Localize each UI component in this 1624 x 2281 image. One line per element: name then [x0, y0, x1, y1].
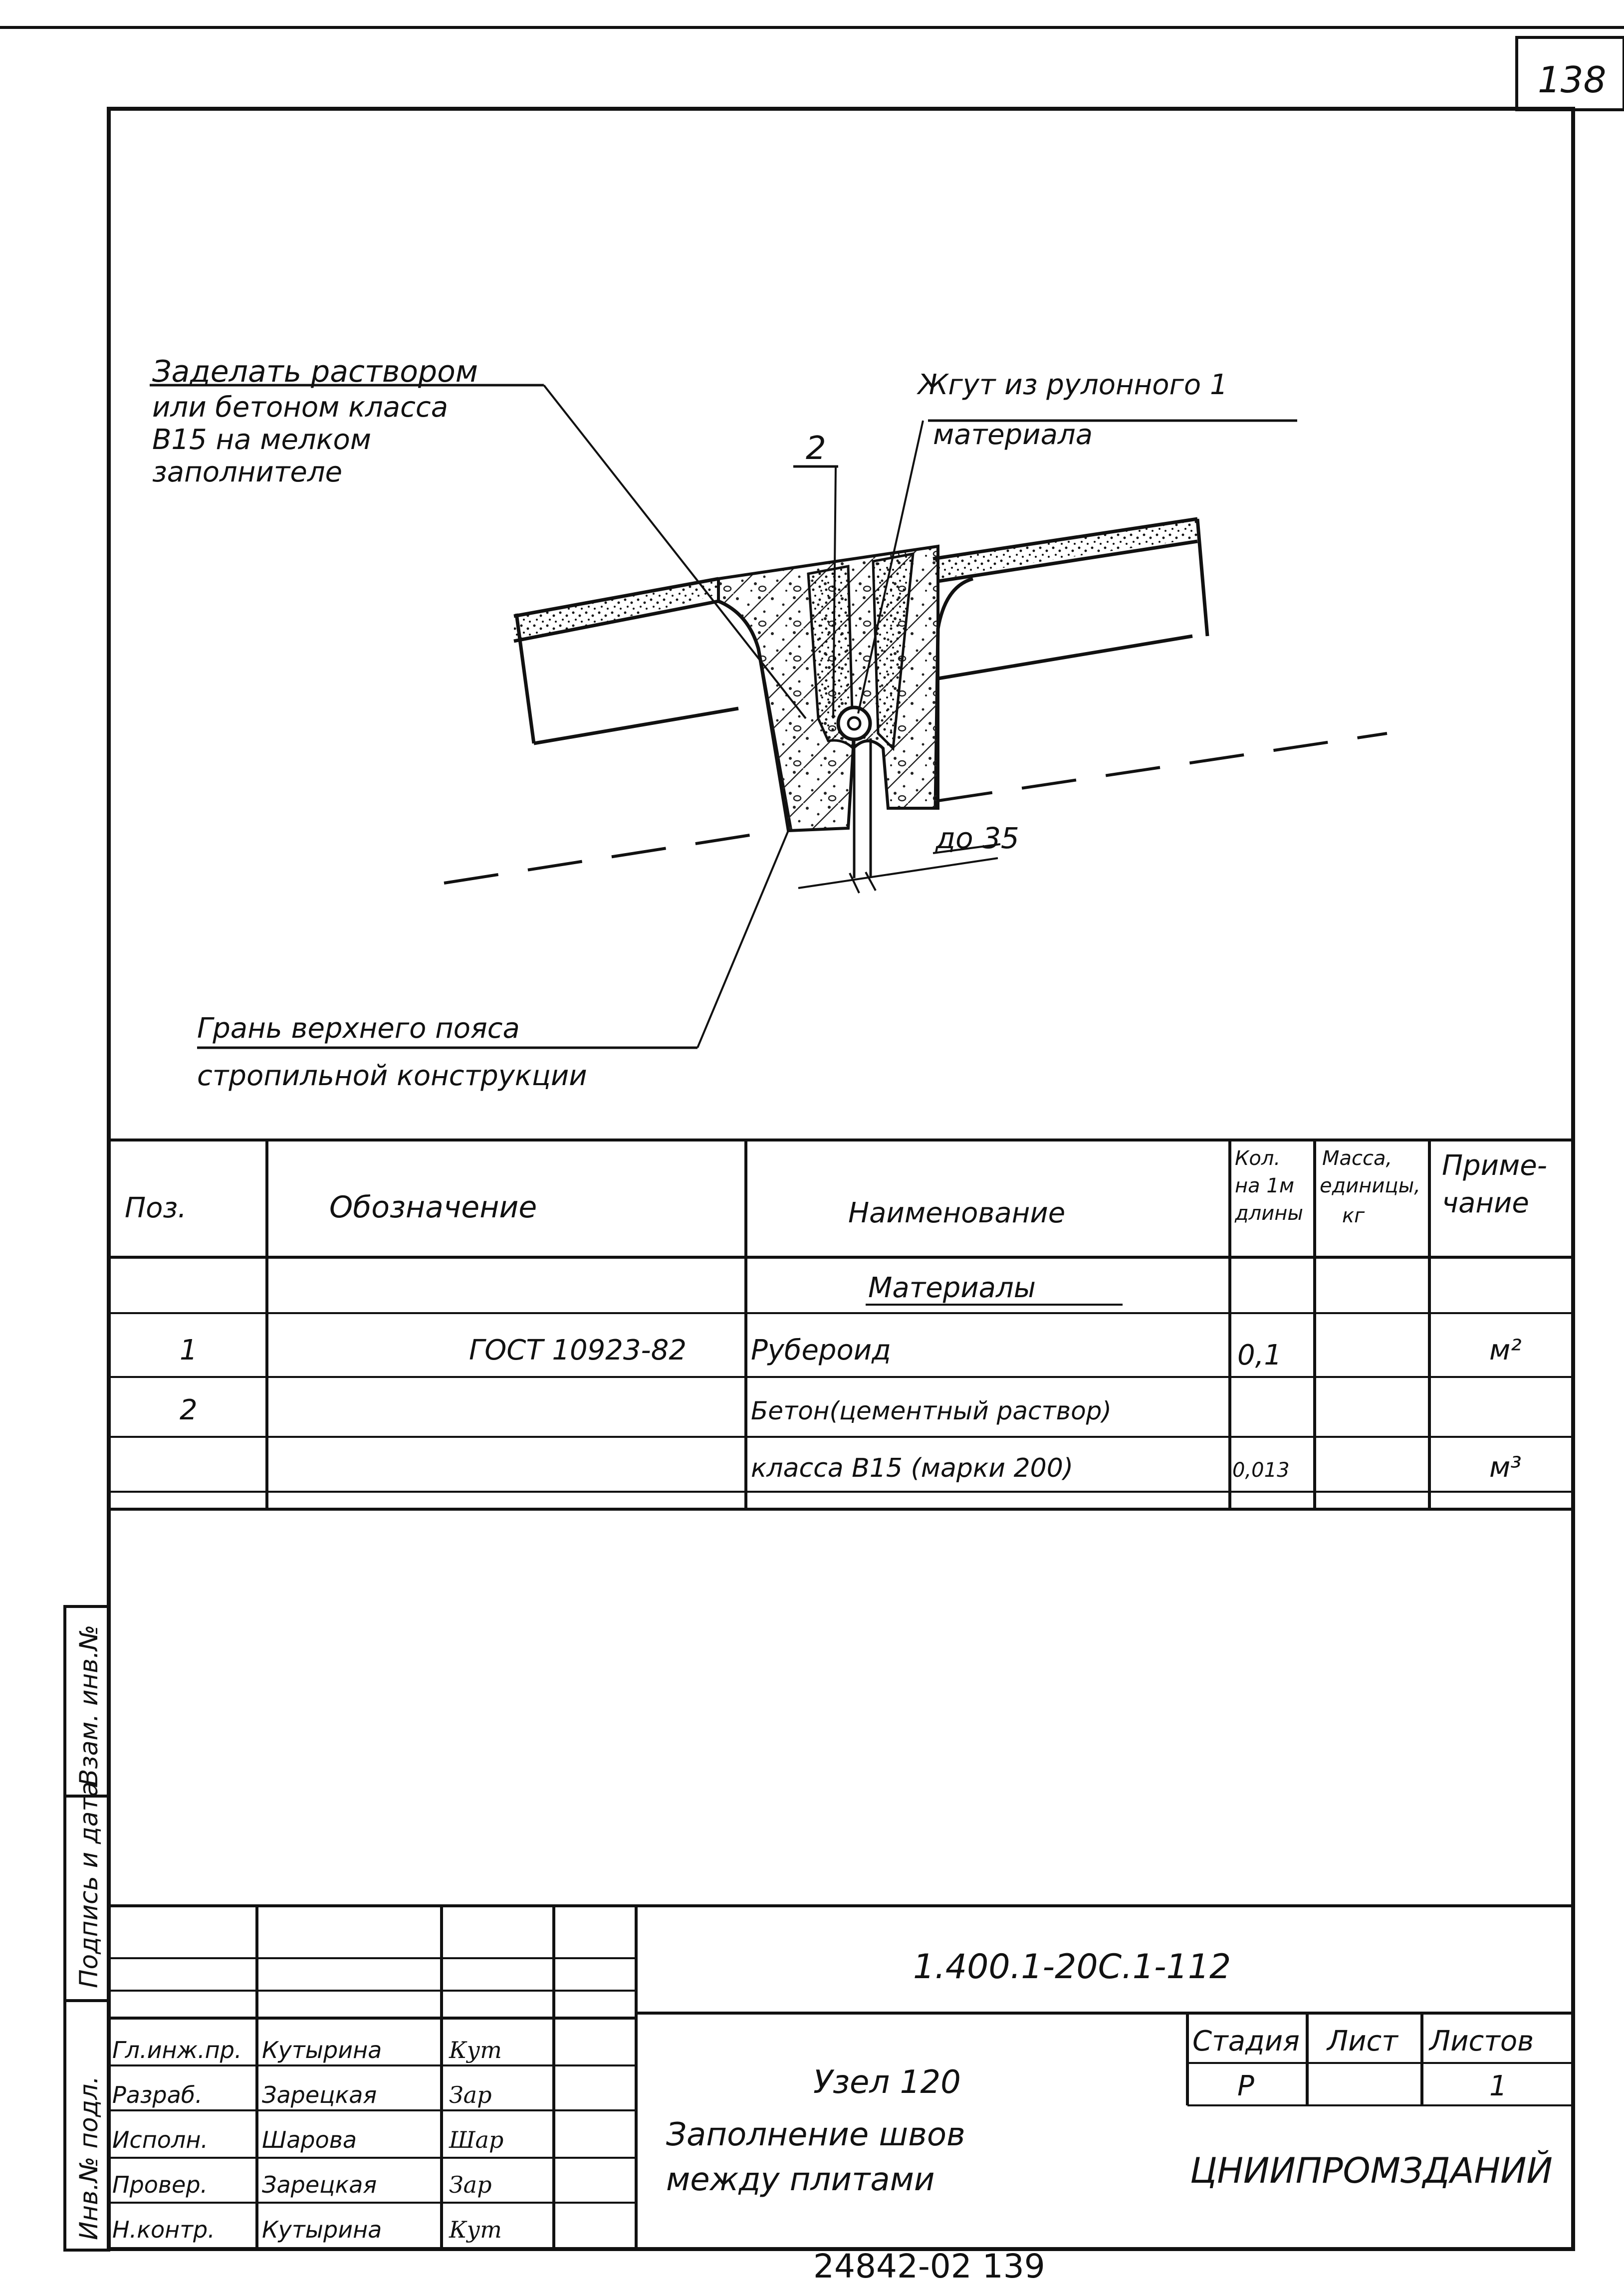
axis-line — [444, 831, 778, 883]
svg-text:Н.контр.: Н.контр. — [112, 2216, 215, 2243]
svg-text:Шарова: Шарова — [262, 2126, 357, 2153]
drawing-title — [666, 2064, 965, 2198]
side-label-replace-inv: Взам. инв.№ — [74, 1624, 103, 1786]
svg-text:между плитами: между плитами — [666, 2161, 935, 2198]
sheets-label: Листов — [1429, 2025, 1534, 2057]
svg-text:Жгут из рулонного 1: Жгут из рулонного 1 — [918, 369, 1228, 401]
svg-text:или бетоном класса: или бетоном класса — [152, 391, 449, 424]
svg-text:Заполнение швов: Заполнение швов — [666, 2116, 965, 2153]
svg-text:стропильной конструкции: стропильной конструкции — [197, 1060, 587, 1092]
sheet-label: Лист — [1327, 2025, 1398, 2057]
page-number: 138 — [1538, 59, 1607, 101]
header-qty: Кол. на 1м длины — [1235, 1147, 1303, 1225]
svg-text:Кутырина: Кутырина — [262, 2037, 382, 2063]
person-row — [112, 2126, 503, 2153]
svg-text:м²: м² — [1489, 1334, 1522, 1367]
svg-text:Бетон(цементный раствор): Бетон(цементный раствор) — [751, 1396, 1112, 1425]
svg-text:заполнителе: заполнителе — [152, 456, 343, 488]
svg-text:Зар: Зар — [449, 2171, 492, 2198]
svg-text:ГОСТ 10923-82: ГОСТ 10923-82 — [469, 1334, 687, 1367]
side-label-sign-date: Подпись и дата — [74, 1781, 103, 1988]
stage-value: Р — [1237, 2070, 1254, 2102]
organization: ЦНИИПРОМЗДАНИЙ — [1190, 2150, 1553, 2191]
svg-text:Кут: Кут — [449, 2216, 502, 2243]
doc-code: 1.400.1-20С.1-112 — [913, 1947, 1231, 1987]
bottom-code: 24842-02 139 — [813, 2247, 1045, 2281]
position-2-label: 2 — [806, 430, 826, 467]
svg-text:класса В15 (марки 200): класса В15 (марки 200) — [751, 1453, 1074, 1483]
section-title: Материалы — [868, 1272, 1036, 1304]
side-label-inv-orig: Инв.№ подл. — [74, 2075, 103, 2240]
dimension-line — [798, 858, 998, 893]
person-row — [112, 2216, 502, 2243]
svg-text:Рубероид: Рубероид — [751, 1334, 891, 1367]
spec-table — [109, 1140, 1573, 1509]
header-name: Наименование — [848, 1197, 1066, 1229]
svg-text:материала: материала — [933, 419, 1093, 451]
cord-circle — [838, 707, 870, 739]
svg-text:Гл.инж.пр.: Гл.инж.пр. — [112, 2037, 242, 2063]
svg-text:Провер.: Провер. — [112, 2171, 208, 2198]
side-stamp — [65, 1606, 109, 2250]
svg-text:Заделать раствором: Заделать раствором — [152, 354, 478, 389]
person-row — [112, 2081, 492, 2108]
svg-text:0,013: 0,013 — [1232, 1459, 1290, 1482]
title-block — [109, 1906, 1573, 2249]
svg-text:Узел 120: Узел 120 — [813, 2064, 961, 2101]
note-face — [197, 1012, 587, 1092]
note-cord — [917, 369, 1228, 451]
svg-text:Кутырина: Кутырина — [262, 2216, 382, 2243]
table-row — [180, 1394, 1112, 1426]
svg-text:м³: м³ — [1489, 1451, 1522, 1484]
sheets-value: 1 — [1489, 2070, 1507, 2102]
svg-text:Исполн.: Исполн. — [112, 2126, 209, 2153]
stage-label: Стадия — [1192, 2025, 1300, 2057]
note-fill — [152, 354, 478, 488]
person-row — [112, 2171, 492, 2198]
svg-text:Шар: Шар — [449, 2126, 504, 2153]
person-row — [112, 2037, 502, 2063]
leader-face — [697, 831, 788, 1048]
svg-text:Разраб.: Разраб. — [112, 2081, 203, 2108]
people-list — [112, 2037, 503, 2243]
table-row — [751, 1451, 1522, 1484]
svg-text:Зарецкая: Зарецкая — [262, 2171, 377, 2198]
table-row — [180, 1334, 1522, 1371]
svg-text:Зарецкая: Зарецкая — [262, 2081, 377, 2108]
svg-text:В15 на мелком: В15 на мелком — [152, 424, 372, 456]
svg-text:Грань верхнего пояса: Грань верхнего пояса — [197, 1012, 520, 1045]
svg-text:Зар: Зар — [449, 2081, 492, 2108]
leader-fill — [544, 385, 806, 718]
svg-text:Кут: Кут — [449, 2037, 502, 2063]
svg-text:2: 2 — [180, 1394, 198, 1426]
svg-text:1: 1 — [180, 1334, 198, 1367]
dimension-label: до 35 — [935, 821, 1019, 855]
header-note: Приме-чание — [1442, 1149, 1547, 1219]
header-designation: Обозначение — [329, 1190, 537, 1225]
header-pos: Поз. — [125, 1192, 187, 1224]
svg-text:0,1: 0,1 — [1237, 1339, 1282, 1371]
header-mass: Масса, единицы, кг — [1320, 1147, 1420, 1227]
